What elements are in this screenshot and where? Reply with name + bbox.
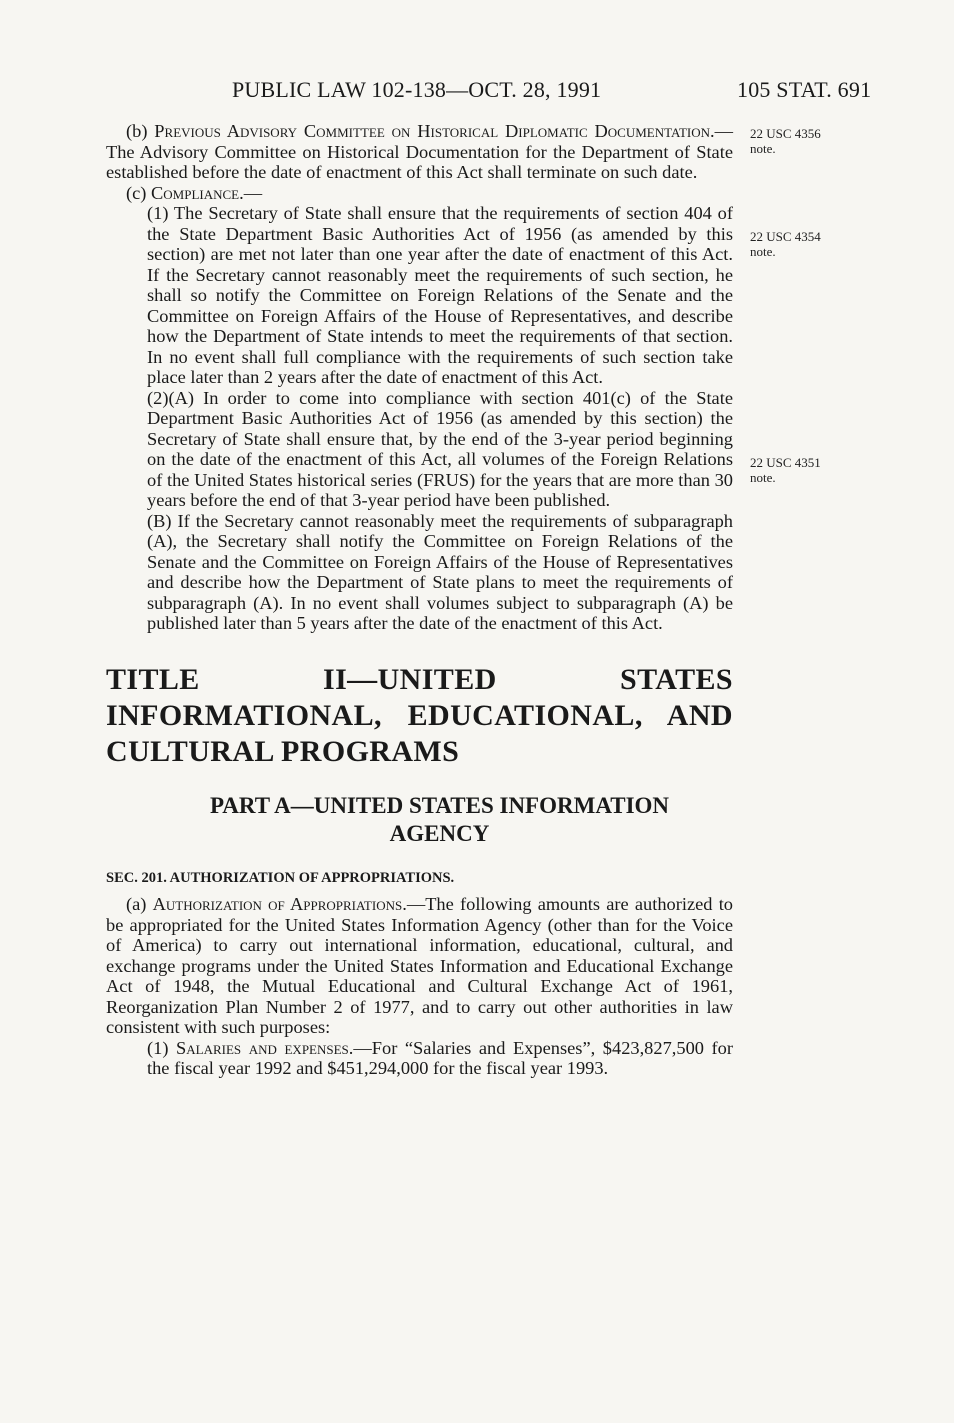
title-ii-heading: TITLE II—UNITED STATES INFORMATIONAL, EDUCATIONAL, AND CULTURAL PROGRAMS <box>106 662 733 768</box>
subsection-b: (b) Previous Advisory Committee on Historical Diplomatic Documentation.—The Advisory Committee on Historical Documentation for the Department of State established before the date of enactment of this Act shall terminate on such date. <box>106 121 733 182</box>
paragraph-2b: (B) If the Secretary cannot reasonably meet the requirements of subparagraph (A), the Secretary shall notify the Committee on Foreign Relations of the Senate and the Committee on Foreign Affairs of the House of Representatives and describe how the Department of State plans to meet the requirements of subparagraph (A). In no event shall volumes subject to subparagraph (A) be published later than 5 years after the date of the enactment of this Act. <box>147 510 733 633</box>
subsection-c-heading: Compliance. <box>151 182 244 203</box>
subsection-b-heading: Previous Advisory Committee on Historical Diplomatic Documentation. <box>154 121 715 141</box>
subsection-c: (c) Compliance.— <box>126 182 263 203</box>
part-a-heading: PART A—UNITED STATES INFORMATION AGENCY <box>209 792 670 846</box>
margin-note-usc-4351: 22 USC 4351 note. <box>750 455 821 485</box>
subsection-a-heading: Authorization of Appropriations. <box>152 894 407 914</box>
subsection-a: (a) Authorization of Appropriations.—The following amounts are authorized to be appropriated for the United States Information Agency (other than for the Voice of America) to carry out international information, educational, cultural, and exchange programs under the United States Information and Educational Exchange Act of 1948, the Mutual Educational and Cultural Exchange Act of 1961, Reorganization Plan Number 2 of 1977, and to carry out other authorities in law consistent with such purposes: <box>106 894 733 1037</box>
section-201-heading: SEC. 201. AUTHORIZATION OF APPROPRIATIONS. <box>106 869 455 886</box>
paragraph-2a: (2)(A) In order to come into compliance with section 401(c) of the State Department Basic Authorities Act of 1956 (as amended by this section) the Secretary of State shall ensure that, by the end of the 3-year period beginning on the date of the enactment of this Act, all volumes of the Foreign Relations of the United States historical series (FRUS) for the years that are more than 30 years before the end of that 3-year period have been published. <box>147 387 733 510</box>
body-text <box>106 121 733 1079</box>
item-1-salaries: (1) Salaries and expenses.—For “Salaries and Expenses”, $423,827,500 for the fiscal year 1992 and $451,294,000 for the fiscal year 1993. <box>147 1037 733 1078</box>
item-1-heading: Salaries and expenses. <box>176 1037 354 1058</box>
running-header: PUBLIC LAW 102-138—OCT. 28, 1991 <box>232 77 602 102</box>
stat-page-number: 105 STAT. 691 <box>737 77 872 102</box>
paragraph-1: (1) The Secretary of State shall ensure that the requirements of section 404 of the State Department Basic Authorities Act of 1956 (as amended by this section) are met not later than one year after the date of enactment of this Act. If the Secretary cannot reasonably meet the requirements of such section, he shall so notify the Committee on Foreign Relations of the Senate and the Committee on Foreign Affairs of the House of Representatives, and describe how the Department of State intends to meet the requirements of that section. In no event shall full compliance with the requirements of such section take place later than 2 years after the date of enactment of this Act. <box>147 203 733 387</box>
margin-note-usc-4356: 22 USC 4356 note. <box>750 126 821 156</box>
margin-note-usc-4354: 22 USC 4354 note. <box>750 229 821 259</box>
